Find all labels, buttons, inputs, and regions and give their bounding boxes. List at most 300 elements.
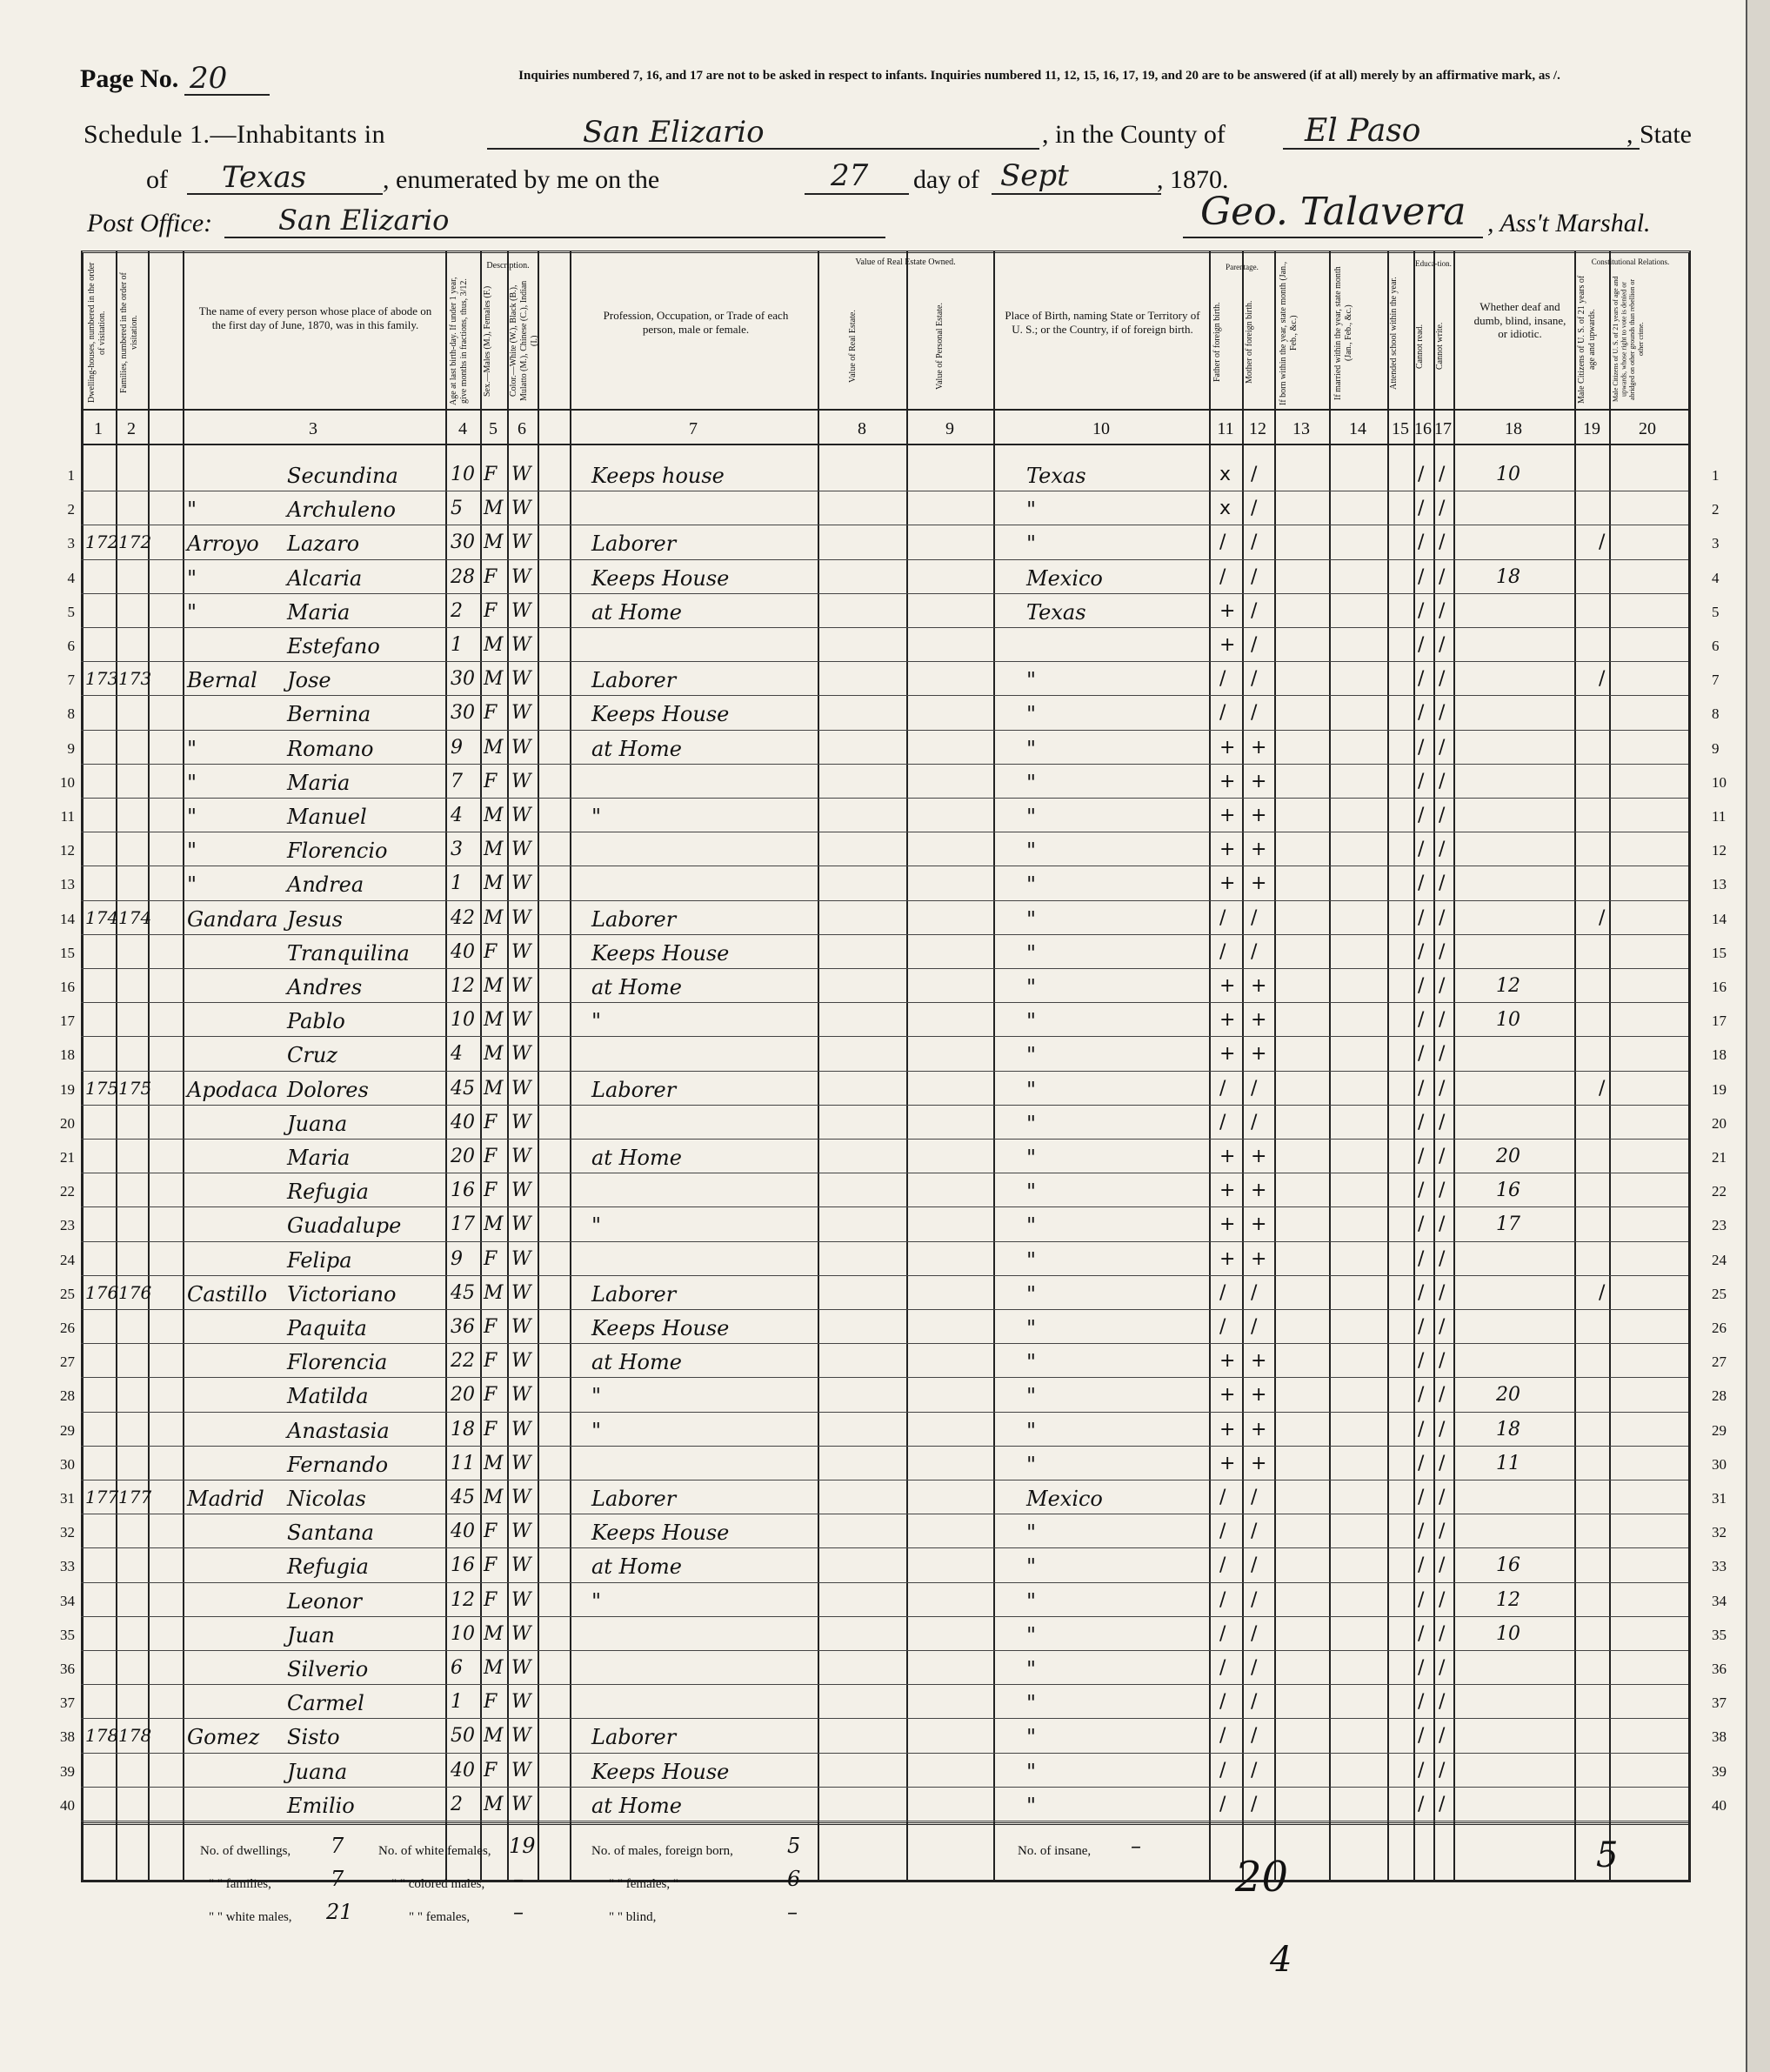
cannot-read-mark: / (1418, 906, 1425, 929)
mother-foreign-mark: + (1251, 975, 1267, 997)
age: 28 (451, 565, 475, 588)
color: W (511, 531, 531, 554)
line-number-right: 40 (1712, 1796, 1727, 1814)
father-foreign-mark: + (1219, 1350, 1236, 1373)
line-number-right: 6 (1712, 638, 1720, 654)
age: 12 (451, 975, 475, 997)
father-foreign-mark: + (1219, 872, 1236, 895)
row-rule (81, 627, 1688, 628)
father-foreign-mark: / (1219, 565, 1226, 588)
sex: M (484, 1043, 504, 1066)
line-number-left: 19 (60, 1080, 75, 1098)
line-number-left: 24 (60, 1251, 75, 1268)
color: W (511, 839, 531, 861)
surname: Madrid (187, 1487, 264, 1511)
surname: Apodaca (187, 1077, 278, 1102)
father-foreign-mark: / (1219, 1691, 1226, 1714)
occupation: Laborer (591, 1725, 677, 1750)
line-number-right: 30 (1712, 1455, 1727, 1473)
father-foreign-mark: + (1219, 1384, 1236, 1407)
dwelling-number: 177 (85, 1487, 119, 1507)
line-number-right: 33 (1712, 1558, 1727, 1575)
mother-foreign-mark: / (1251, 1725, 1258, 1748)
line-number-left: 23 (60, 1217, 75, 1234)
deaf-blind-column: 12 (1496, 975, 1520, 997)
line-number-right: 12 (1712, 842, 1727, 859)
row-rule (81, 1377, 1688, 1378)
page-label: Page No. (80, 64, 179, 93)
father-foreign-mark: / (1219, 1793, 1226, 1815)
surname: Gandara (187, 906, 278, 932)
row-rule (81, 1787, 1688, 1788)
occupation: Keeps House (591, 702, 730, 727)
birthplace: " (1026, 531, 1037, 557)
cannot-write-mark: / (1439, 464, 1446, 485)
cannot-write-mark: / (1439, 940, 1446, 963)
colored-females-label: " " females, (409, 1910, 471, 1924)
color: W (511, 1146, 531, 1167)
sex: F (484, 770, 498, 792)
mother-foreign-mark: + (1251, 1213, 1267, 1236)
father-foreign-mark: / (1219, 531, 1226, 554)
insane-total: – (1131, 1834, 1141, 1858)
given-name: Victoriano (287, 1281, 397, 1307)
given-name: Archuleno (287, 498, 396, 523)
cannot-read-mark: / (1418, 736, 1425, 759)
age: 12 (451, 1588, 475, 1611)
given-name: Jose (287, 668, 331, 693)
given-name: Andres (287, 975, 363, 999)
sex: F (484, 1554, 498, 1577)
sex: M (484, 1487, 504, 1508)
cannot-read-mark: / (1418, 464, 1425, 485)
cannot-write-mark: / (1439, 1350, 1446, 1373)
sex: M (484, 736, 504, 759)
father-foreign-mark: + (1219, 599, 1236, 622)
line-number-right: 37 (1712, 1694, 1727, 1712)
line-number-right: 10 (1712, 773, 1727, 791)
sex: M (484, 1009, 504, 1032)
occupation: " (591, 805, 602, 829)
occupation: " (591, 1588, 602, 1614)
mother-foreign-mark: / (1251, 1077, 1258, 1099)
mother-foreign-mark: / (1251, 1793, 1258, 1815)
sex: M (484, 531, 504, 554)
blind-total: – (787, 1900, 798, 1924)
line-number-right: 2 (1712, 501, 1720, 518)
line-number-right: 34 (1712, 1592, 1727, 1609)
given-name: Andrea (287, 872, 364, 898)
age: 40 (451, 940, 475, 963)
row-rule (81, 968, 1688, 969)
surname: " (187, 498, 197, 523)
col12-total: 4 (1270, 1940, 1292, 1980)
given-name: Maria (287, 770, 351, 795)
row-rule (81, 593, 1688, 594)
given-name: Jesus (287, 906, 343, 932)
father-foreign-mark: / (1219, 906, 1226, 929)
occupation: " (591, 1213, 602, 1239)
marshal-signature: Geo. Talavera (1200, 190, 1466, 234)
occupation: " (591, 1418, 602, 1443)
cannot-read-mark: / (1418, 805, 1425, 826)
deaf-blind-column: 18 (1496, 565, 1520, 588)
birthplace: " (1026, 906, 1037, 932)
occupation: " (591, 1384, 602, 1409)
line-number-left: 13 (60, 876, 75, 893)
line-number-left: 27 (60, 1353, 75, 1371)
mother-foreign-mark: + (1251, 1043, 1267, 1066)
birthplace: " (1026, 839, 1037, 864)
foreign-males-label: No. of males, foreign born, (591, 1844, 733, 1858)
given-name: Maria (287, 599, 351, 625)
occupation: Keeps House (591, 940, 730, 966)
age: 42 (451, 906, 475, 929)
occupation: Laborer (591, 1281, 677, 1307)
mother-foreign-mark: + (1251, 1418, 1267, 1440)
enumerated-label: , enumerated by me on the (383, 165, 660, 194)
deaf-blind-column: 16 (1496, 1554, 1520, 1577)
sex: F (484, 1146, 498, 1167)
age: 7 (451, 770, 463, 792)
mother-foreign-mark: + (1251, 839, 1267, 861)
column-number: 18 (1505, 419, 1522, 438)
father-foreign-mark: / (1219, 1588, 1226, 1611)
age: 9 (451, 1247, 463, 1270)
column-number: 12 (1249, 419, 1266, 438)
given-name: Felipa (287, 1247, 352, 1273)
sex: M (484, 906, 504, 929)
post-office-name: San Elizario (278, 204, 450, 237)
row-rule (81, 1275, 1688, 1276)
column-number: 13 (1292, 419, 1310, 438)
father-foreign-mark: / (1219, 1521, 1226, 1543)
col16-heading: Cannot read. (1415, 324, 1425, 369)
cannot-read-mark: / (1418, 1691, 1425, 1714)
age: 10 (451, 1009, 475, 1032)
row-rule (81, 1071, 1688, 1072)
sex: M (484, 668, 504, 691)
families-label: " " families, (209, 1877, 271, 1891)
line-number-left: 31 (60, 1490, 75, 1507)
mother-foreign-mark: / (1251, 1657, 1258, 1679)
color: W (511, 464, 531, 485)
cannot-write-mark: / (1439, 1281, 1446, 1304)
sex: M (484, 1793, 504, 1815)
birthplace: Mexico (1026, 1487, 1103, 1511)
column-number: 7 (689, 419, 698, 438)
birthplace: " (1026, 1657, 1037, 1681)
deaf-blind-column: 20 (1496, 1384, 1520, 1407)
color: W (511, 872, 531, 895)
color: W (511, 1077, 531, 1099)
age: 3 (451, 839, 463, 861)
col11-total: 20 (1235, 1853, 1289, 1902)
sex: F (484, 1384, 498, 1407)
deaf-blind-column: 16 (1496, 1180, 1520, 1202)
birthplace: " (1026, 702, 1037, 727)
cannot-read-mark: / (1418, 1350, 1425, 1373)
line-number-right: 38 (1712, 1728, 1727, 1746)
mother-foreign-mark: + (1251, 1247, 1267, 1270)
education-heading: Educa-tion. (1415, 259, 1452, 268)
birthplace: " (1026, 872, 1037, 898)
row-rule (81, 1206, 1688, 1207)
family-number: 178 (118, 1725, 152, 1747)
mother-foreign-mark: / (1251, 565, 1258, 588)
dwellings-total: 7 (331, 1834, 344, 1858)
column-number: 3 (309, 419, 317, 438)
row-rule (81, 1412, 1688, 1413)
sex: M (484, 1213, 504, 1236)
sex: M (484, 1725, 504, 1748)
mother-foreign-mark: / (1251, 1759, 1258, 1781)
surname: " (187, 736, 197, 761)
occupation: Keeps house (591, 464, 725, 488)
age: 20 (451, 1146, 475, 1167)
deaf-blind-column: 10 (1496, 464, 1520, 485)
cannot-read-mark: / (1418, 599, 1425, 622)
age: 1 (451, 1691, 463, 1714)
cannot-write-mark: / (1439, 1384, 1446, 1407)
cannot-write-mark: / (1439, 1316, 1446, 1338)
sex: M (484, 1077, 504, 1099)
father-foreign-mark: / (1219, 702, 1226, 725)
insane-label: No. of insane, (1018, 1844, 1092, 1858)
birthplace: " (1026, 1521, 1037, 1546)
row-rule (81, 695, 1688, 696)
line-number-left: 15 (60, 944, 75, 961)
line-number-left: 37 (60, 1694, 75, 1712)
given-name: Juana (287, 1111, 348, 1136)
cannot-read-mark: / (1418, 1521, 1425, 1543)
sex: M (484, 1452, 504, 1474)
deaf-blind-column: 20 (1496, 1146, 1520, 1167)
cannot-read-mark: / (1418, 975, 1425, 997)
row-rule (81, 559, 1688, 560)
age: 2 (451, 599, 463, 622)
column-number: 4 (458, 419, 467, 438)
line-number-left: 33 (60, 1558, 75, 1575)
citizen-mark: / (1599, 1077, 1606, 1099)
line-number-left: 4 (67, 569, 75, 586)
father-foreign-mark: / (1219, 1554, 1226, 1577)
column-number: 19 (1583, 419, 1600, 438)
age: 40 (451, 1759, 475, 1781)
color: W (511, 1622, 531, 1645)
cannot-write-mark: / (1439, 1521, 1446, 1543)
father-foreign-mark: x (1219, 464, 1232, 485)
sex: F (484, 1521, 498, 1543)
surname: " (187, 805, 197, 829)
birthplace: " (1026, 770, 1037, 795)
surname: " (187, 565, 197, 591)
cannot-read-mark: / (1418, 839, 1425, 861)
birthplace: " (1026, 1146, 1037, 1170)
line-number-left: 30 (60, 1455, 75, 1473)
birthplace: " (1026, 1213, 1037, 1239)
cannot-write-mark: / (1439, 1691, 1446, 1714)
line-number-left: 39 (60, 1762, 75, 1780)
occupation: Laborer (591, 668, 677, 693)
birthplace: " (1026, 1350, 1037, 1375)
color: W (511, 1657, 531, 1679)
occupation: at Home (591, 1554, 682, 1580)
line-number-left: 9 (67, 739, 75, 757)
cannot-write-mark: / (1439, 839, 1446, 861)
col1-heading: Dwelling-houses, numbered in the order of visitation. (87, 262, 107, 404)
row-rule (81, 1547, 1688, 1548)
column-number: 20 (1639, 419, 1656, 438)
line-number-left: 5 (67, 603, 75, 620)
cannot-read-mark: / (1418, 1622, 1425, 1645)
dwelling-number: 173 (85, 668, 119, 690)
given-name: Paquita (287, 1316, 367, 1340)
page-number: 20 (190, 61, 228, 96)
mother-foreign-mark: / (1251, 1316, 1258, 1338)
occupation: at Home (591, 975, 682, 999)
cannot-write-mark: / (1439, 975, 1446, 997)
cannot-write-mark: / (1439, 1622, 1446, 1645)
age: 10 (451, 464, 475, 485)
citizen-mark: / (1599, 668, 1606, 691)
mother-foreign-mark: / (1251, 464, 1258, 485)
line-number-right: 39 (1712, 1762, 1727, 1780)
line-number-left: 32 (60, 1524, 75, 1541)
birthplace: Mexico (1026, 565, 1103, 591)
birthplace: " (1026, 1622, 1037, 1648)
line-number-left: 6 (67, 638, 75, 654)
given-name: Dolores (287, 1077, 369, 1102)
cannot-read-mark: / (1418, 1316, 1425, 1338)
color: W (511, 906, 531, 929)
father-foreign-mark: + (1219, 805, 1236, 826)
line-number-right: 3 (1712, 535, 1720, 552)
cannot-write-mark: / (1439, 805, 1446, 826)
cannot-write-mark: / (1439, 906, 1446, 929)
birthplace: " (1026, 498, 1037, 523)
father-foreign-mark: + (1219, 975, 1236, 997)
line-number-right: 23 (1712, 1217, 1727, 1234)
surname: Gomez (187, 1725, 260, 1750)
line-number-right: 25 (1712, 1285, 1727, 1302)
line-number-left: 2 (67, 501, 75, 518)
given-name: Refugia (287, 1554, 369, 1580)
color: W (511, 1793, 531, 1815)
color: W (511, 1418, 531, 1440)
age: 1 (451, 872, 463, 895)
deaf-blind-column: 12 (1496, 1588, 1520, 1611)
cannot-read-mark: / (1418, 702, 1425, 725)
given-name: Lazaro (287, 531, 360, 557)
sex: M (484, 975, 504, 997)
cannot-read-mark: / (1418, 1418, 1425, 1440)
line-number-left: 34 (60, 1592, 75, 1609)
mother-foreign-mark: / (1251, 498, 1258, 520)
deaf-blind-column: 18 (1496, 1418, 1520, 1440)
given-name: Silverio (287, 1657, 369, 1681)
given-name: Manuel (287, 805, 367, 829)
color: W (511, 1111, 531, 1133)
sex: M (484, 1657, 504, 1679)
col8-heading: Value of Real Estate. (848, 310, 858, 383)
given-name: Sisto (287, 1725, 340, 1750)
cannot-write-mark: / (1439, 1725, 1446, 1748)
foreign-females-total: 6 (787, 1867, 801, 1891)
white-males-total: 21 (326, 1900, 353, 1924)
line-number-right: 22 (1712, 1183, 1727, 1200)
occupation: Keeps House (591, 565, 730, 591)
column-number: 8 (858, 419, 866, 438)
row-rule (81, 1718, 1688, 1719)
birthplace: Texas (1026, 464, 1086, 488)
father-foreign-mark: / (1219, 1077, 1226, 1099)
age: 1 (451, 634, 463, 656)
father-foreign-mark: + (1219, 1180, 1236, 1202)
row-rule (81, 661, 1688, 662)
column-number: 2 (127, 419, 136, 438)
cannot-write-mark: / (1439, 1043, 1446, 1066)
state-name: Texas (222, 160, 307, 195)
age: 5 (451, 498, 463, 520)
row-rule (81, 764, 1688, 765)
age: 22 (451, 1350, 475, 1373)
color: W (511, 1487, 531, 1508)
cannot-write-mark: / (1439, 1588, 1446, 1611)
occupation: " (591, 1009, 602, 1034)
father-foreign-mark: / (1219, 1487, 1226, 1508)
color: W (511, 668, 531, 691)
line-number-right: 26 (1712, 1320, 1727, 1336)
age: 45 (451, 1077, 475, 1099)
column-number: 11 (1217, 419, 1234, 438)
cannot-read-mark: / (1418, 634, 1425, 656)
color: W (511, 1521, 531, 1543)
deaf-blind-column: 10 (1496, 1009, 1520, 1032)
col19-heading: Male Citizens of U. S. of 21 years of age and upwards. (1577, 275, 1597, 404)
row-rule (81, 1002, 1688, 1003)
birthplace: " (1026, 1418, 1037, 1443)
cannot-write-mark: / (1439, 736, 1446, 759)
row-rule (81, 934, 1688, 935)
cannot-read-mark: / (1418, 1111, 1425, 1133)
occupation: Laborer (591, 906, 677, 932)
birthplace: " (1026, 975, 1037, 999)
birthplace: " (1026, 940, 1037, 966)
line-number-right: 29 (1712, 1421, 1727, 1439)
given-name: Bernina (287, 702, 371, 727)
foreign-males-total: 5 (787, 1834, 801, 1858)
column-number: 14 (1349, 419, 1366, 438)
cannot-read-mark: / (1418, 872, 1425, 895)
family-number: 173 (118, 668, 152, 690)
age: 4 (451, 1043, 463, 1066)
age: 30 (451, 702, 475, 725)
cannot-read-mark: / (1418, 668, 1425, 691)
schedule-label: Schedule 1.—Inhabitants in (83, 120, 386, 149)
birthplace: " (1026, 736, 1037, 761)
col17-heading: Cannot write. (1435, 322, 1445, 371)
cannot-read-mark: / (1418, 1384, 1425, 1407)
family-number: 176 (118, 1281, 152, 1303)
cannot-write-mark: / (1439, 1077, 1446, 1099)
father-foreign-mark: / (1219, 1111, 1226, 1133)
cannot-read-mark: / (1418, 1247, 1425, 1270)
line-number-right: 8 (1712, 705, 1720, 723)
mother-foreign-mark: + (1251, 1384, 1267, 1407)
sex: F (484, 1588, 498, 1611)
given-name: Tranquilina (287, 940, 410, 966)
